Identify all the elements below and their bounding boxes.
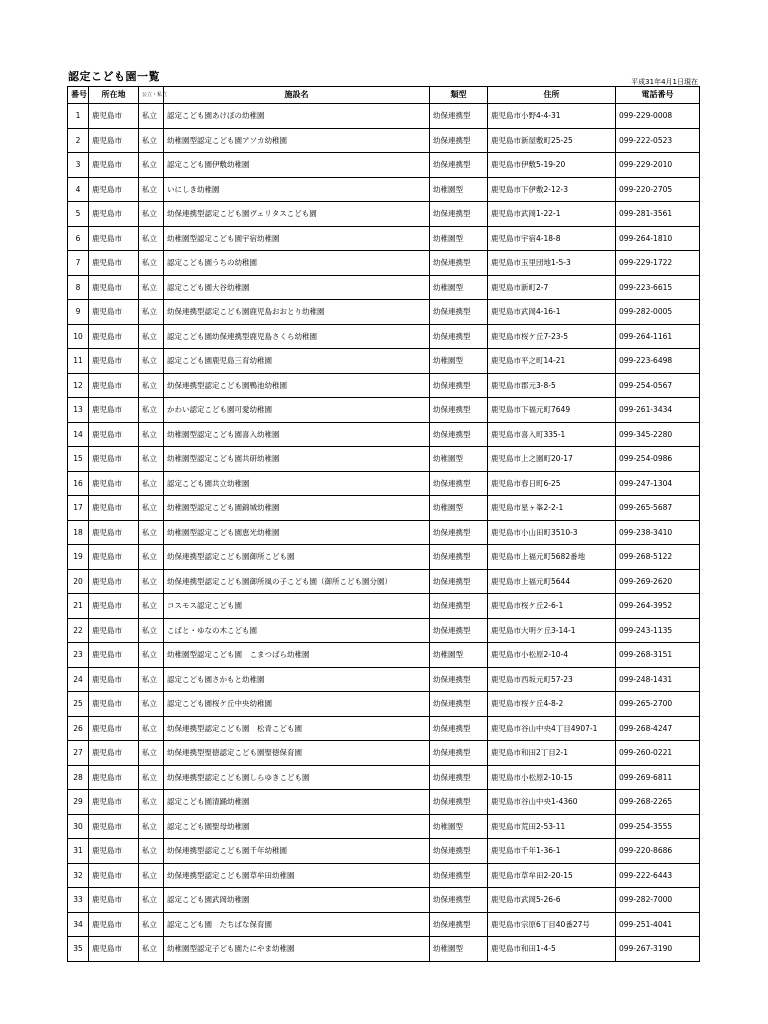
cell-tel: 099-269-6811 bbox=[616, 765, 700, 790]
cell-tel: 099-264-1810 bbox=[616, 226, 700, 251]
cell-city: 鹿児島市 bbox=[89, 251, 139, 276]
table-row bbox=[68, 226, 700, 251]
cell-no: 26 bbox=[68, 716, 89, 741]
cell-city: 鹿児島市 bbox=[89, 447, 139, 472]
cell-name: 認定こども園武岡幼稚園 bbox=[164, 888, 430, 913]
cell-address: 鹿児島市星ヶ峯2-2-1 bbox=[488, 496, 616, 521]
cell-name: 幼稚園型認定こども園宇宿幼稚園 bbox=[164, 226, 430, 251]
table-row bbox=[68, 814, 700, 839]
table-row bbox=[68, 496, 700, 521]
cell-city: 鹿児島市 bbox=[89, 202, 139, 227]
cell-no: 16 bbox=[68, 471, 89, 496]
cell-name: 幼保連携型認定こども園千年幼稚園 bbox=[164, 839, 430, 864]
cell-ownership: 私立 bbox=[139, 643, 164, 668]
cell-ownership: 私立 bbox=[139, 618, 164, 643]
cell-city: 鹿児島市 bbox=[89, 618, 139, 643]
table-row bbox=[68, 153, 700, 178]
cell-ownership: 私立 bbox=[139, 373, 164, 398]
cell-tel: 099-267-3190 bbox=[616, 937, 700, 962]
cell-kind: 幼保連携型 bbox=[430, 790, 488, 815]
page-title: 認定こども園一覧 bbox=[68, 70, 160, 83]
cell-kind: 幼稚園型 bbox=[430, 447, 488, 472]
cell-address: 鹿児島市武岡1-22-1 bbox=[488, 202, 616, 227]
cell-no: 3 bbox=[68, 153, 89, 178]
cell-kind: 幼稚園型 bbox=[430, 643, 488, 668]
cell-city: 鹿児島市 bbox=[89, 422, 139, 447]
cell-city: 鹿児島市 bbox=[89, 153, 139, 178]
cell-ownership: 私立 bbox=[139, 275, 164, 300]
cell-ownership: 私立 bbox=[139, 765, 164, 790]
cell-city: 鹿児島市 bbox=[89, 888, 139, 913]
cell-address: 鹿児島市春日町6-25 bbox=[488, 471, 616, 496]
cell-name: かわい認定こども園可愛幼稚園 bbox=[164, 398, 430, 423]
cell-name: 幼保連携型認定こども園草牟田幼稚園 bbox=[164, 863, 430, 888]
cell-tel: 099-264-3952 bbox=[616, 594, 700, 619]
cell-kind: 幼保連携型 bbox=[430, 765, 488, 790]
cell-name: 幼保連携型認定こども園ヴェリタスこども園 bbox=[164, 202, 430, 227]
header-no: 番号 bbox=[68, 87, 89, 104]
cell-ownership: 私立 bbox=[139, 594, 164, 619]
cell-tel: 099-220-2705 bbox=[616, 177, 700, 202]
cell-no: 15 bbox=[68, 447, 89, 472]
cell-no: 23 bbox=[68, 643, 89, 668]
cell-kind: 幼保連携型 bbox=[430, 545, 488, 570]
cell-no: 32 bbox=[68, 863, 89, 888]
cell-kind: 幼保連携型 bbox=[430, 128, 488, 153]
cell-kind: 幼保連携型 bbox=[430, 912, 488, 937]
cell-kind: 幼保連携型 bbox=[430, 569, 488, 594]
cell-tel: 099-265-2700 bbox=[616, 692, 700, 717]
cell-tel: 099-281-3561 bbox=[616, 202, 700, 227]
cell-address: 鹿児島市宗原6丁目40番27号 bbox=[488, 912, 616, 937]
cell-name: 認定こども園あけぼの幼稚園 bbox=[164, 104, 430, 129]
cell-address: 鹿児島市玉里団地1-5-3 bbox=[488, 251, 616, 276]
cell-name: 幼保連携型認定こども園御所こども園 bbox=[164, 545, 430, 570]
table-row bbox=[68, 300, 700, 325]
cell-address: 鹿児島市和田2丁目2-1 bbox=[488, 741, 616, 766]
cell-name: 認定こども園大谷幼稚園 bbox=[164, 275, 430, 300]
cell-no: 10 bbox=[68, 324, 89, 349]
cell-address: 鹿児島市伊敷5-19-20 bbox=[488, 153, 616, 178]
cell-no: 18 bbox=[68, 520, 89, 545]
as-of-date: 平成31年4月1日現在 bbox=[631, 78, 698, 86]
cell-no: 19 bbox=[68, 545, 89, 570]
cell-tel: 099-254-0567 bbox=[616, 373, 700, 398]
cell-tel: 099-345-2280 bbox=[616, 422, 700, 447]
table-row bbox=[68, 104, 700, 129]
cell-kind: 幼保連携型 bbox=[430, 716, 488, 741]
cell-kind: 幼保連携型 bbox=[430, 104, 488, 129]
cell-name: コスモス認定こども園 bbox=[164, 594, 430, 619]
cell-ownership: 私立 bbox=[139, 226, 164, 251]
cell-kind: 幼保連携型 bbox=[430, 692, 488, 717]
cell-tel: 099-268-2265 bbox=[616, 790, 700, 815]
cell-tel: 099-222-6443 bbox=[616, 863, 700, 888]
cell-address: 鹿児島市新屋敷町25-25 bbox=[488, 128, 616, 153]
cell-ownership: 私立 bbox=[139, 790, 164, 815]
cell-kind: 幼保連携型 bbox=[430, 520, 488, 545]
cell-name: 幼稚園型認定こども園 こまつばら幼稚園 bbox=[164, 643, 430, 668]
cell-ownership: 私立 bbox=[139, 692, 164, 717]
cell-city: 鹿児島市 bbox=[89, 692, 139, 717]
cell-no: 29 bbox=[68, 790, 89, 815]
cell-ownership: 私立 bbox=[139, 814, 164, 839]
header-kind: 類型 bbox=[430, 87, 488, 104]
cell-address: 鹿児島市喜入町335-1 bbox=[488, 422, 616, 447]
cell-name: 幼保連携型認定こども園しらゆきこども園 bbox=[164, 765, 430, 790]
cell-name: 認定こども園鹿児島三育幼稚園 bbox=[164, 349, 430, 374]
cell-kind: 幼保連携型 bbox=[430, 398, 488, 423]
cell-name: 幼稚園型認定こども園錦城幼稚園 bbox=[164, 496, 430, 521]
cell-no: 13 bbox=[68, 398, 89, 423]
table-row bbox=[68, 790, 700, 815]
cell-address: 鹿児島市谷山中央4丁目4907-1 bbox=[488, 716, 616, 741]
cell-ownership: 私立 bbox=[139, 251, 164, 276]
table-row bbox=[68, 863, 700, 888]
table-row bbox=[68, 398, 700, 423]
cell-address: 鹿児島市小松原2-10-15 bbox=[488, 765, 616, 790]
cell-ownership: 私立 bbox=[139, 153, 164, 178]
cell-kind: 幼稚園型 bbox=[430, 177, 488, 202]
cell-no: 4 bbox=[68, 177, 89, 202]
cell-city: 鹿児島市 bbox=[89, 496, 139, 521]
table-header-row bbox=[68, 87, 700, 104]
cell-city: 鹿児島市 bbox=[89, 300, 139, 325]
cell-name: 認定こども園うちの幼稚園 bbox=[164, 251, 430, 276]
cell-address: 鹿児島市千年1-36-1 bbox=[488, 839, 616, 864]
cell-tel: 099-254-0986 bbox=[616, 447, 700, 472]
cell-address: 鹿児島市新町2-7 bbox=[488, 275, 616, 300]
cell-kind: 幼保連携型 bbox=[430, 471, 488, 496]
cell-kind: 幼保連携型 bbox=[430, 839, 488, 864]
cell-name: 幼保連携型認定こども園御所風の子こども園（御所こども園分園） bbox=[164, 569, 430, 594]
cell-no: 2 bbox=[68, 128, 89, 153]
cell-name: 幼稚園型認定子ども園たにやま幼稚園 bbox=[164, 937, 430, 962]
cell-tel: 099-223-6615 bbox=[616, 275, 700, 300]
cell-no: 7 bbox=[68, 251, 89, 276]
table-row bbox=[68, 545, 700, 570]
cell-no: 33 bbox=[68, 888, 89, 913]
cell-kind: 幼保連携型 bbox=[430, 667, 488, 692]
cell-address: 鹿児島市下伊敷2-12-3 bbox=[488, 177, 616, 202]
cell-tel: 099-282-7000 bbox=[616, 888, 700, 913]
cell-tel: 099-268-3151 bbox=[616, 643, 700, 668]
cell-address: 鹿児島市武岡5-26-6 bbox=[488, 888, 616, 913]
cell-ownership: 私立 bbox=[139, 177, 164, 202]
cell-name: 幼稚園型認定こども園共研幼稚園 bbox=[164, 447, 430, 472]
cell-address: 鹿児島市西坂元町57-23 bbox=[488, 667, 616, 692]
cell-name: 認定こども園桜ケ丘中央幼稚園 bbox=[164, 692, 430, 717]
cell-city: 鹿児島市 bbox=[89, 373, 139, 398]
table-body bbox=[68, 104, 700, 962]
cell-name: 幼稚園型認定こども園アソカ幼稚園 bbox=[164, 128, 430, 153]
cell-no: 9 bbox=[68, 300, 89, 325]
cell-name: 認定こども園清踊幼稚園 bbox=[164, 790, 430, 815]
cell-city: 鹿児島市 bbox=[89, 863, 139, 888]
table-row bbox=[68, 912, 700, 937]
table-row bbox=[68, 741, 700, 766]
cell-no: 11 bbox=[68, 349, 89, 374]
cell-tel: 099-264-1161 bbox=[616, 324, 700, 349]
cell-city: 鹿児島市 bbox=[89, 349, 139, 374]
cell-no: 31 bbox=[68, 839, 89, 864]
cell-address: 鹿児島市草牟田2-20-15 bbox=[488, 863, 616, 888]
cell-address: 鹿児島市下福元町7649 bbox=[488, 398, 616, 423]
cell-city: 鹿児島市 bbox=[89, 594, 139, 619]
table-row bbox=[68, 569, 700, 594]
cell-no: 1 bbox=[68, 104, 89, 129]
cell-tel: 099-282-0005 bbox=[616, 300, 700, 325]
cell-no: 35 bbox=[68, 937, 89, 962]
cell-ownership: 私立 bbox=[139, 716, 164, 741]
table-row bbox=[68, 447, 700, 472]
cell-city: 鹿児島市 bbox=[89, 324, 139, 349]
cell-city: 鹿児島市 bbox=[89, 765, 139, 790]
cell-city: 鹿児島市 bbox=[89, 643, 139, 668]
cell-tel: 099-251-4041 bbox=[616, 912, 700, 937]
cell-address: 鹿児島市武岡4-16-1 bbox=[488, 300, 616, 325]
cell-tel: 099-254-3555 bbox=[616, 814, 700, 839]
cell-ownership: 私立 bbox=[139, 202, 164, 227]
table-row bbox=[68, 275, 700, 300]
cell-kind: 幼稚園型 bbox=[430, 275, 488, 300]
table-row bbox=[68, 643, 700, 668]
cell-name: 幼保連携型認定こども園鹿児島おおとり幼稚園 bbox=[164, 300, 430, 325]
cell-address: 鹿児島市谷山中央1-4360 bbox=[488, 790, 616, 815]
cell-kind: 幼保連携型 bbox=[430, 888, 488, 913]
cell-tel: 099-229-1722 bbox=[616, 251, 700, 276]
facility-table bbox=[67, 86, 700, 962]
cell-no: 21 bbox=[68, 594, 89, 619]
cell-tel: 099-269-2620 bbox=[616, 569, 700, 594]
cell-no: 34 bbox=[68, 912, 89, 937]
table-row bbox=[68, 373, 700, 398]
cell-address: 鹿児島市和田1-4-5 bbox=[488, 937, 616, 962]
cell-name: 幼稚園型認定こども園喜入幼稚園 bbox=[164, 422, 430, 447]
cell-city: 鹿児島市 bbox=[89, 716, 139, 741]
cell-kind: 幼保連携型 bbox=[430, 300, 488, 325]
cell-city: 鹿児島市 bbox=[89, 226, 139, 251]
cell-address: 鹿児島市上福元町5644 bbox=[488, 569, 616, 594]
cell-no: 27 bbox=[68, 741, 89, 766]
cell-ownership: 私立 bbox=[139, 569, 164, 594]
cell-city: 鹿児島市 bbox=[89, 741, 139, 766]
cell-address: 鹿児島市桜ケ丘2-6-1 bbox=[488, 594, 616, 619]
cell-ownership: 私立 bbox=[139, 545, 164, 570]
cell-tel: 099-248-1431 bbox=[616, 667, 700, 692]
header-tel: 電話番号 bbox=[616, 87, 700, 104]
cell-ownership: 私立 bbox=[139, 888, 164, 913]
cell-name: 認定こども園聖母幼稚園 bbox=[164, 814, 430, 839]
table-row bbox=[68, 839, 700, 864]
table-row bbox=[68, 324, 700, 349]
cell-kind: 幼保連携型 bbox=[430, 863, 488, 888]
cell-ownership: 私立 bbox=[139, 422, 164, 447]
cell-no: 30 bbox=[68, 814, 89, 839]
cell-name: 認定こども園伊敷幼稚園 bbox=[164, 153, 430, 178]
cell-city: 鹿児島市 bbox=[89, 839, 139, 864]
cell-name: 認定こども園さかもと幼稚園 bbox=[164, 667, 430, 692]
cell-address: 鹿児島市小野4-4-31 bbox=[488, 104, 616, 129]
cell-ownership: 私立 bbox=[139, 128, 164, 153]
cell-ownership: 私立 bbox=[139, 667, 164, 692]
cell-ownership: 私立 bbox=[139, 471, 164, 496]
cell-ownership: 私立 bbox=[139, 300, 164, 325]
cell-kind: 幼保連携型 bbox=[430, 202, 488, 227]
cell-kind: 幼稚園型 bbox=[430, 226, 488, 251]
cell-address: 鹿児島市平之町14-21 bbox=[488, 349, 616, 374]
cell-ownership: 私立 bbox=[139, 937, 164, 962]
cell-no: 24 bbox=[68, 667, 89, 692]
cell-kind: 幼保連携型 bbox=[430, 741, 488, 766]
table-row bbox=[68, 202, 700, 227]
cell-tel: 099-220-8686 bbox=[616, 839, 700, 864]
cell-ownership: 私立 bbox=[139, 324, 164, 349]
cell-kind: 幼稚園型 bbox=[430, 349, 488, 374]
cell-kind: 幼保連携型 bbox=[430, 153, 488, 178]
cell-city: 鹿児島市 bbox=[89, 790, 139, 815]
cell-no: 17 bbox=[68, 496, 89, 521]
cell-tel: 099-229-2010 bbox=[616, 153, 700, 178]
cell-city: 鹿児島市 bbox=[89, 520, 139, 545]
cell-city: 鹿児島市 bbox=[89, 814, 139, 839]
cell-name: 認定こども園共立幼稚園 bbox=[164, 471, 430, 496]
header-address: 住所 bbox=[488, 87, 616, 104]
cell-city: 鹿児島市 bbox=[89, 275, 139, 300]
table-row bbox=[68, 692, 700, 717]
cell-city: 鹿児島市 bbox=[89, 569, 139, 594]
cell-no: 14 bbox=[68, 422, 89, 447]
cell-tel: 099-268-4247 bbox=[616, 716, 700, 741]
cell-tel: 099-238-3410 bbox=[616, 520, 700, 545]
table-row bbox=[68, 471, 700, 496]
cell-address: 鹿児島市郡元3-8-5 bbox=[488, 373, 616, 398]
cell-ownership: 私立 bbox=[139, 496, 164, 521]
cell-name: いにしき幼稚園 bbox=[164, 177, 430, 202]
cell-ownership: 私立 bbox=[139, 741, 164, 766]
cell-kind: 幼保連携型 bbox=[430, 422, 488, 447]
cell-city: 鹿児島市 bbox=[89, 104, 139, 129]
cell-ownership: 私立 bbox=[139, 349, 164, 374]
cell-kind: 幼保連携型 bbox=[430, 373, 488, 398]
cell-city: 鹿児島市 bbox=[89, 398, 139, 423]
cell-ownership: 私立 bbox=[139, 447, 164, 472]
cell-tel: 099-243-1135 bbox=[616, 618, 700, 643]
cell-city: 鹿児島市 bbox=[89, 667, 139, 692]
cell-city: 鹿児島市 bbox=[89, 128, 139, 153]
header-name: 施設名 bbox=[164, 87, 430, 104]
table-row bbox=[68, 177, 700, 202]
cell-name: 幼保連携型認定こども園鴨池幼稚園 bbox=[164, 373, 430, 398]
cell-address: 鹿児島市上之園町20-17 bbox=[488, 447, 616, 472]
cell-tel: 099-268-5122 bbox=[616, 545, 700, 570]
cell-kind: 幼稚園型 bbox=[430, 937, 488, 962]
cell-address: 鹿児島市桜ケ丘7-23-5 bbox=[488, 324, 616, 349]
cell-kind: 幼稚園型 bbox=[430, 496, 488, 521]
cell-no: 25 bbox=[68, 692, 89, 717]
cell-city: 鹿児島市 bbox=[89, 471, 139, 496]
table-row bbox=[68, 349, 700, 374]
cell-no: 12 bbox=[68, 373, 89, 398]
cell-ownership: 私立 bbox=[139, 398, 164, 423]
cell-tel: 099-247-1304 bbox=[616, 471, 700, 496]
cell-kind: 幼保連携型 bbox=[430, 618, 488, 643]
cell-no: 20 bbox=[68, 569, 89, 594]
cell-address: 鹿児島市宇宿4-18-8 bbox=[488, 226, 616, 251]
cell-name: 幼保連携型認定こども園 松青こども園 bbox=[164, 716, 430, 741]
cell-no: 28 bbox=[68, 765, 89, 790]
cell-address: 鹿児島市小松原2-10-4 bbox=[488, 643, 616, 668]
cell-no: 8 bbox=[68, 275, 89, 300]
header-city: 所在地 bbox=[89, 87, 139, 104]
cell-tel: 099-229-0008 bbox=[616, 104, 700, 129]
cell-address: 鹿児島市桜ケ丘4-8-2 bbox=[488, 692, 616, 717]
cell-tel: 099-223-6498 bbox=[616, 349, 700, 374]
cell-name: こばと・ゆなの木こども園 bbox=[164, 618, 430, 643]
table-row bbox=[68, 594, 700, 619]
table-row bbox=[68, 667, 700, 692]
table-row bbox=[68, 422, 700, 447]
cell-ownership: 私立 bbox=[139, 839, 164, 864]
table-row bbox=[68, 618, 700, 643]
cell-name: 認定こども園幼保連携型鹿児島さくら幼稚園 bbox=[164, 324, 430, 349]
table-row bbox=[68, 520, 700, 545]
cell-city: 鹿児島市 bbox=[89, 545, 139, 570]
table-row bbox=[68, 251, 700, 276]
cell-kind: 幼保連携型 bbox=[430, 251, 488, 276]
table-row bbox=[68, 937, 700, 962]
table-row bbox=[68, 888, 700, 913]
header-ownership: 公立・私立 bbox=[139, 87, 164, 104]
cell-ownership: 私立 bbox=[139, 104, 164, 129]
cell-kind: 幼保連携型 bbox=[430, 594, 488, 619]
cell-tel: 099-261-3434 bbox=[616, 398, 700, 423]
cell-city: 鹿児島市 bbox=[89, 177, 139, 202]
table-row bbox=[68, 765, 700, 790]
cell-tel: 099-260-0221 bbox=[616, 741, 700, 766]
cell-kind: 幼保連携型 bbox=[430, 324, 488, 349]
cell-tel: 099-222-0523 bbox=[616, 128, 700, 153]
cell-ownership: 私立 bbox=[139, 912, 164, 937]
cell-kind: 幼稚園型 bbox=[430, 814, 488, 839]
cell-name: 幼保連携型聖徳認定こども園聖徳保育園 bbox=[164, 741, 430, 766]
cell-address: 鹿児島市上福元町5682番地 bbox=[488, 545, 616, 570]
cell-city: 鹿児島市 bbox=[89, 937, 139, 962]
cell-name: 幼稚園型認定こども園恵光幼稚園 bbox=[164, 520, 430, 545]
cell-no: 22 bbox=[68, 618, 89, 643]
cell-city: 鹿児島市 bbox=[89, 912, 139, 937]
table-row bbox=[68, 128, 700, 153]
cell-no: 6 bbox=[68, 226, 89, 251]
cell-tel: 099-265-5687 bbox=[616, 496, 700, 521]
cell-address: 鹿児島市大明ケ丘3-14-1 bbox=[488, 618, 616, 643]
cell-name: 認定こども園 たちばな保育園 bbox=[164, 912, 430, 937]
cell-address: 鹿児島市小山田町3510-3 bbox=[488, 520, 616, 545]
cell-no: 5 bbox=[68, 202, 89, 227]
table-row bbox=[68, 716, 700, 741]
cell-address: 鹿児島市荒田2-53-11 bbox=[488, 814, 616, 839]
cell-ownership: 私立 bbox=[139, 863, 164, 888]
cell-ownership: 私立 bbox=[139, 520, 164, 545]
